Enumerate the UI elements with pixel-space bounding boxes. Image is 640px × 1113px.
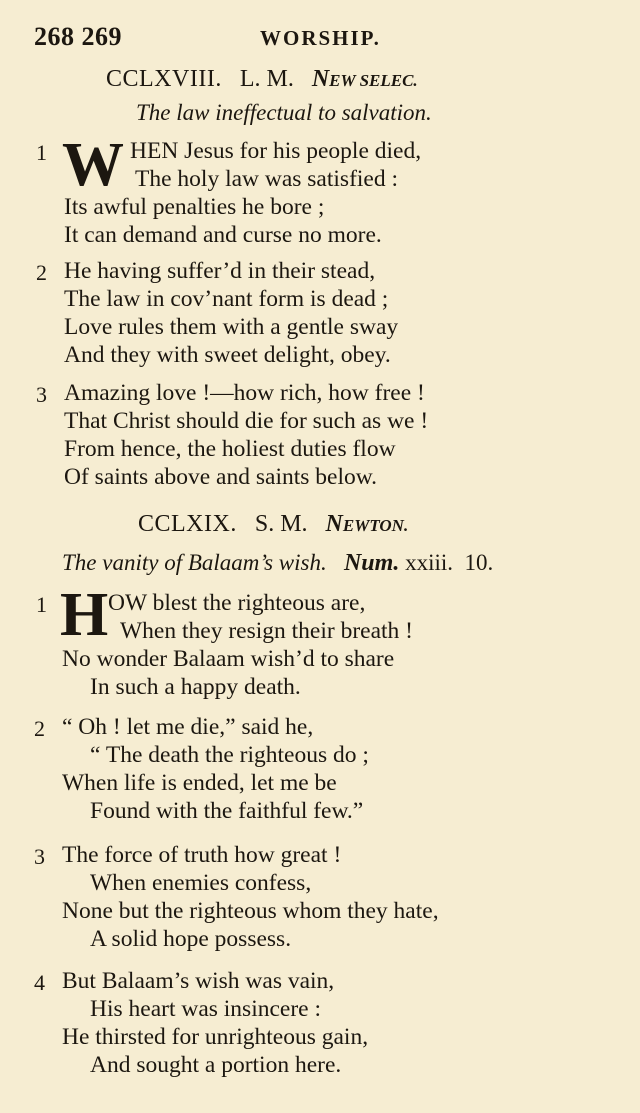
page-numbers: 268 269 (34, 22, 122, 51)
hymn-heading (106, 66, 418, 93)
verse-line: The force of truth how great ! (62, 842, 342, 868)
verse-line: When life is ended, let me be (62, 770, 337, 796)
subtitle-text: The vanity of Balaam’s wish. (62, 550, 327, 575)
hymn-heading (138, 511, 408, 538)
verse-line: OW blest the righteous are, (108, 590, 366, 616)
hymn-tune (312, 66, 418, 92)
verse-line: No wonder Balaam wish’d to share (62, 646, 395, 672)
verse-line: In such a happy death. (90, 674, 301, 700)
verse-line: He thirsted for unrighteous gain, (62, 1024, 369, 1050)
verse-number: 1 (36, 140, 47, 165)
verse-line: The holy law was satisfied : (135, 166, 399, 192)
tune-rest: EW SELEC. (329, 71, 418, 90)
verse-line: Found with the faithful few.” (90, 798, 364, 824)
verse-number: 2 (34, 716, 45, 741)
running-title: WORSHIP. (260, 26, 381, 50)
hymn-subtitle: The law ineffectual to salvation. (136, 100, 432, 125)
verse-line: Of saints above and saints below. (64, 464, 378, 490)
drop-cap: H (60, 581, 109, 649)
verse-line: That Christ should die for such as we ! (64, 408, 429, 434)
tune-initial: N (311, 66, 330, 92)
verse-line: Its awful penalties he bore ; (64, 194, 325, 220)
verse-line: “ Oh ! let me die,” said he, (62, 714, 314, 740)
verse-line: It can demand and curse no more. (64, 222, 382, 248)
tune-rest: EWTON. (342, 516, 409, 535)
verse-number: 3 (34, 844, 45, 869)
verse-line: And they with sweet delight, obey. (64, 342, 391, 368)
hymn-meter: L. M. (239, 66, 294, 92)
verse-line: HEN Jesus for his people died, (130, 138, 422, 164)
scripture-chapter: xxiii. (405, 550, 453, 575)
drop-cap: W (62, 131, 124, 199)
verse-number: 3 (36, 382, 47, 407)
verse-line: From hence, the holiest duties flow (64, 436, 396, 462)
scripture-book: Num. (343, 550, 400, 576)
verse-number: 1 (36, 592, 47, 617)
verse-number: 4 (34, 970, 45, 995)
hymn-number: CCLXIX. (138, 511, 237, 537)
verse-number: 2 (36, 260, 47, 285)
tune-initial: N (325, 511, 343, 537)
verse-line: Love rules them with a gentle sway (64, 314, 399, 340)
verse-line: He having suffer’d in their stead, (64, 258, 376, 284)
hymn-meter: S. M. (254, 511, 308, 537)
verse-line: And sought a portion here. (90, 1052, 342, 1078)
verse-line: The law in cov’nant form is dead ; (64, 286, 389, 312)
hymn-tune (326, 511, 409, 537)
verse-line: A solid hope possess. (90, 926, 292, 952)
verse-line: But Balaam’s wish was vain, (62, 968, 335, 994)
verse-line: When they resign their breath ! (120, 618, 413, 644)
hymn-subtitle (62, 550, 493, 577)
verse-line: Amazing love !—how rich, how free ! (64, 380, 425, 406)
verse-line: “ The death the righteous do ; (90, 742, 369, 768)
page-header (34, 22, 594, 56)
scripture-verse: 10. (464, 550, 494, 575)
verse-line: His heart was insincere : (90, 996, 322, 1022)
verse-line: None but the righteous whom they hate, (62, 898, 439, 924)
verse-line: When enemies confess, (90, 870, 312, 896)
hymn-number: CCLXVIII. (106, 66, 222, 92)
